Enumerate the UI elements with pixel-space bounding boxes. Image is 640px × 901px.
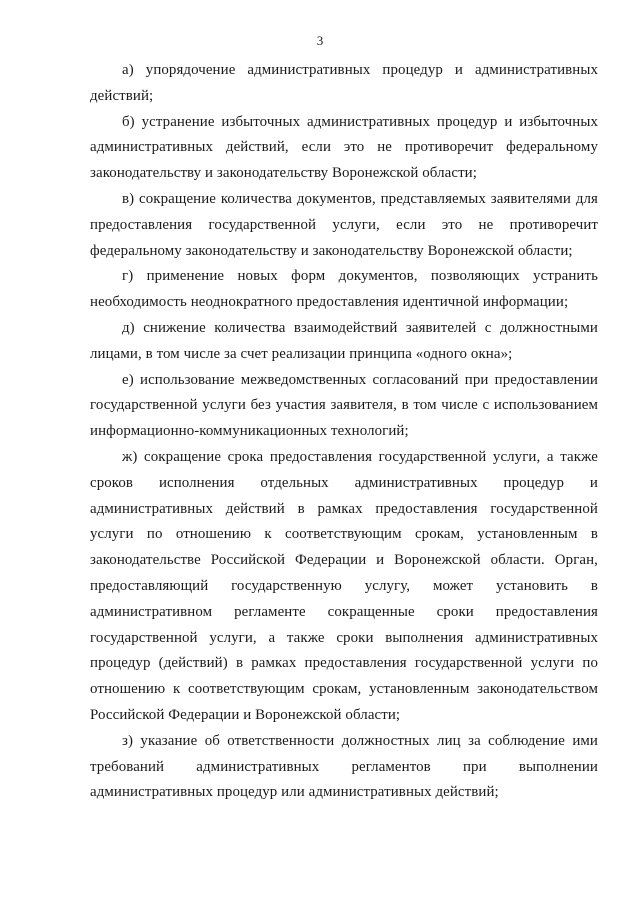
page-number: 3 <box>316 33 324 48</box>
paragraph-d: д) снижение количества взаимодействий заявителей с должностными лицами, в том числе за счет реализации принципа «одного окна»; <box>90 319 598 362</box>
paragraph-zh: ж) сокращение срока предоставления государственной услуги, а также сроков исполнения отдельных административных процедур и административных действий в рамках предоставления государственной услуги по отношению к соответствующим срокам, установленным в законодательстве Российской Федерации и Воронежской области. Орган, предоставляющий государственную услугу, может установить в административном регламенте сокращенные сроки предоставления государственной услуги, а также сроки выполнения административных процедур (действий) в рамках предоставления государственной услуги по отношению к соответствующим срокам, установленным законодательством Российской Федерации и Воронежской области; <box>90 448 598 723</box>
paragraph-v: в) сокращение количества документов, представляемых заявителями для предоставления государственной услуги, если это не противоречит федеральному законодательству и законодательству Воронежской области; <box>90 190 598 259</box>
paragraph-g: г) применение новых форм документов, позволяющих устранить необходимость неоднократного предоставления идентичной информации; <box>90 268 598 311</box>
paragraph-z: з) указание об ответственности должностных лиц за соблюдение ими требований административных регламентов при выполнении административных процедур или административных действий; <box>90 732 598 801</box>
paragraph-e: е) использование межведомственных согласований при предоставлении государственной услуги без участия заявителя, в том числе с использованием информационно-коммуникационных технологий; <box>90 371 598 440</box>
document-body <box>90 58 598 806</box>
paragraph-b: б) устранение избыточных административных процедур и избыточных административных действий, если это не противоречит федеральному законодательству и законодательству Воронежской области; <box>90 113 598 182</box>
paragraph-a: а) упорядочение административных процедур и административных действий; <box>90 62 598 104</box>
